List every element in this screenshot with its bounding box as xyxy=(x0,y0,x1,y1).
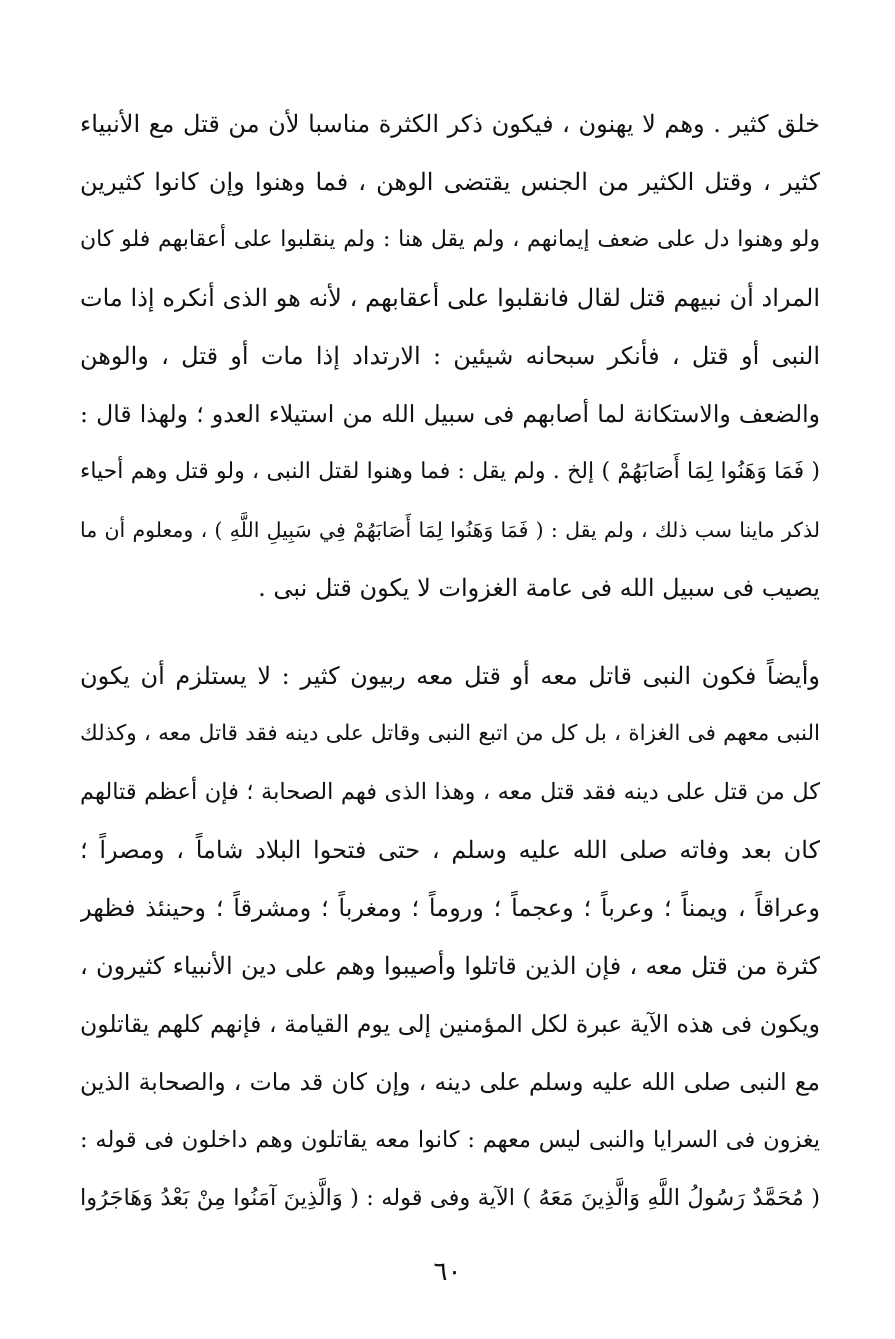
text-line: كل من قتل على دينه فقد قتل معه ، وهذا الذى فهم الصحابة ؛ فإن أعظم قتالهم xyxy=(80,779,820,805)
text-line: المراد أن نبيهم قتل لقال فانقلبوا على أعقابهم ، لأنه هو الذى أنكره إذا مات xyxy=(80,284,820,312)
text-line: لذكر ماينا سب ذلك ، ولم يقل : ( فَمَا وَهَنُوا لِمَا أَصَابَهُمْ فِي سَبِيلِ اللَّهِ ) ، ومعلوم أن ما xyxy=(80,518,820,542)
text-line: ويكون فى هذه الآية عبرة لكل المؤمنين إلى يوم القيامة ، فإنهم كلهم يقاتلون xyxy=(80,1010,820,1038)
text-line: كان بعد وفاته صلى الله عليه وسلم ، حتى فتحوا البلاد شاماً ، ومصراً ؛ xyxy=(80,836,820,864)
text-line: مع النبى صلى الله عليه وسلم على دينه ، وإن كان قد مات ، والصحابة الذين xyxy=(80,1068,820,1096)
text-line: خلق كثير . وهم لا يهنون ، فيكون ذكر الكثرة مناسبا لأن من قتل مع الأنبياء xyxy=(80,110,820,138)
text-line: ولو وهنوا دل على ضعف إيمانهم ، ولم يقل هنا : ولم ينقلبوا على أعقابهم فلو كان xyxy=(80,227,820,252)
text-line: يصيب فى سبيل الله فى عامة الغزوات لا يكون قتل نبى . xyxy=(258,574,820,602)
paragraph-2 xyxy=(80,647,820,1227)
paragraph-1 xyxy=(80,95,820,617)
text-line: ( فَمَا وَهَنُوا لِمَا أَصَابَهُمْ ) إلخ . ولم يقل : فما وهنوا لقتل النبى ، ولو قتل وهم أحياء xyxy=(80,459,820,484)
text-line: النبى معهم فى الغزاة ، بل كل من اتبع النبى وقاتل على دينه فقد قاتل معه ، وكذلك xyxy=(80,721,820,746)
text-line: والضعف والاستكانة لما أصابهم فى سبيل الله من استيلاء العدو ؛ ولهذا قال : xyxy=(80,400,820,428)
text-line: يغزون فى السرايا والنبى ليس معهم : كانوا معه يقاتلون وهم داخلون فى قوله : xyxy=(80,1127,820,1153)
page-number: ٦٠ xyxy=(433,1257,462,1287)
text-line: وأيضاً فكون النبى قاتل معه أو قتل معه ربيون كثير : لا يستلزم أن يكون xyxy=(80,662,820,690)
text-line: كثرة من قتل معه ، فإن الذين قاتلوا وأصيبوا وهم على دين الأنبياء كثيرون ، xyxy=(80,952,820,980)
text-line: وعراقاً ، ويمناً ؛ وعرباً ؛ وعجماً ؛ وروماً ؛ ومغرباً ؛ ومشرقاً ؛ وحينئذ فظهر xyxy=(80,894,820,922)
text-line: ( مُحَمَّدٌ رَسُولُ اللَّهِ وَالَّذِينَ مَعَهُ ) الآية وفى قوله : ( وَالَّذِينَ آمَنُوا مِنْ بَعْدُ وَهَاجَرُوا xyxy=(80,1185,820,1211)
text-line: كثير ، وقتل الكثير من الجنس يقتضى الوهن ، فما وهنوا وإن كانوا كثيرين xyxy=(80,168,820,196)
text-line: النبى أو قتل ، فأنكر سبحانه شيئين : الارتداد إذا مات أو قتل ، والوهن xyxy=(80,342,820,370)
